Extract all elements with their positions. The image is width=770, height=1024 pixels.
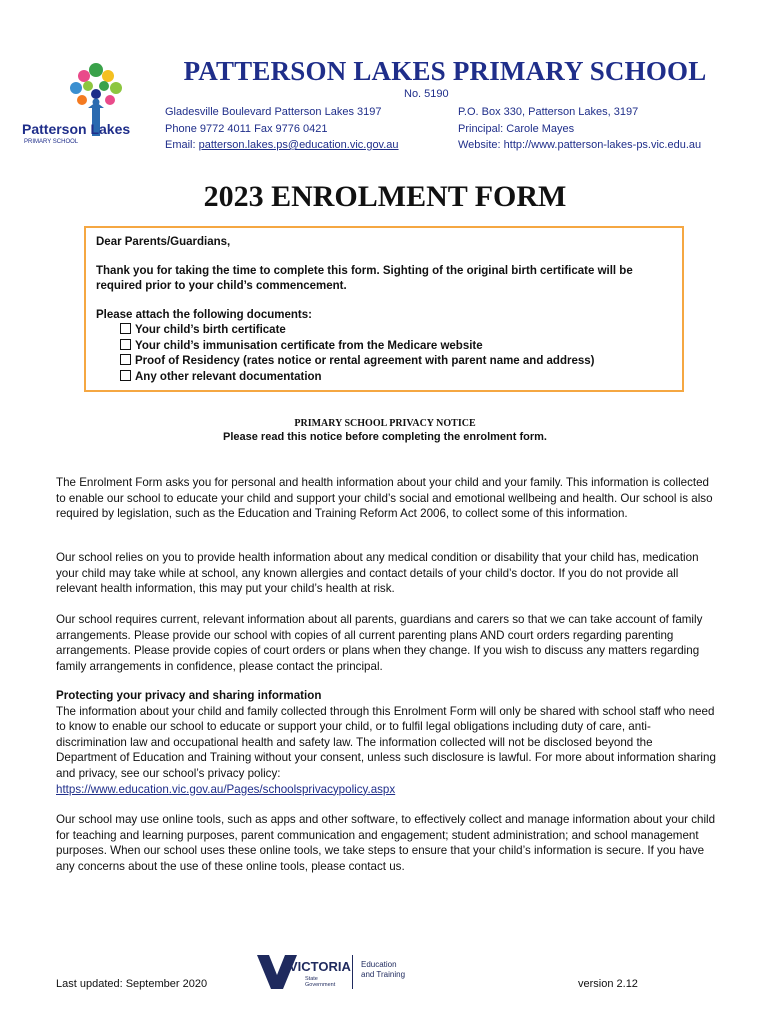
- privacy-paragraph-1: The Enrolment Form asks you for personal and health information about your child and your family. This information is collected to enable our school to educate your child and support your child’s social and emotional wellbeing and health. Our school is also required by legislation, such as the Education and Training Reform Act 2006, to collect some of this information.: [56, 476, 713, 521]
- privacy-policy-link[interactable]: https://www.education.vic.gov.au/Pages/schoolsprivacypolicy.aspx: [56, 782, 396, 796]
- po-box: P.O. Box 330, Patterson Lakes, 3197: [458, 106, 639, 118]
- checklist-item: Any other relevant documentation: [120, 370, 672, 386]
- checkbox-icon[interactable]: [120, 339, 131, 350]
- sharing-heading: Protecting your privacy and sharing information: [56, 689, 322, 702]
- school-name: PATTERSON LAKES PRIMARY SCHOOL: [183, 56, 707, 86]
- checkbox-icon[interactable]: [120, 323, 131, 334]
- dept-line-2: and Training: [361, 970, 406, 979]
- logo-text: Patterson Lakes: [22, 121, 131, 137]
- notice-greeting: Dear Parents/Guardians,: [96, 236, 231, 248]
- privacy-paragraph-3: Our school requires current, relevant information about all parents, guardians and carers so that we can take account of family arrangements. Please provide our school with copies of all current parenting plans AND court orders regarding parenting arrangements. Please provide copies of court orders or plans when they change. If you wish to discuss any matters regarding family arrangements in confidence, please contact the principal.: [56, 613, 703, 673]
- privacy-paragraph-2: Our school relies on you to provide health information about any medical condition or disability that your child has, medication your child may take while at school, any known allergies and contact details of your child’s doctor. If you do not provide all relevant health information, this may put your child’s health at risk.: [56, 551, 699, 596]
- document-checklist: [96, 323, 672, 385]
- email-link[interactable]: patterson.lakes.ps@education.vic.gov.au: [198, 139, 399, 151]
- vic-divider: [352, 955, 353, 989]
- school-number: No. 5190: [404, 88, 449, 100]
- checklist-item: Your child’s birth certificate: [120, 323, 672, 339]
- checkbox-icon[interactable]: [120, 370, 131, 381]
- form-title: 2023 ENROLMENT FORM: [203, 180, 567, 213]
- checklist-item: Proof of Residency (rates notice or rental agreement with parent name and address): [120, 354, 672, 370]
- vic-name: VICTORIA: [289, 959, 351, 974]
- school-email-line: [165, 139, 399, 151]
- last-updated: Last updated: September 2020: [56, 978, 208, 990]
- school-address: Gladesville Boulevard Patterson Lakes 3197: [165, 106, 382, 118]
- version: version 2.12: [578, 978, 638, 990]
- dept-line-1: Education: [361, 960, 397, 969]
- principal: Principal: Carole Mayes: [458, 123, 575, 135]
- privacy-subtitle: Please read this notice before completing the enrolment form.: [223, 431, 547, 443]
- privacy-title: PRIMARY SCHOOL PRIVACY NOTICE: [294, 418, 476, 429]
- vic-sub-1: State: [305, 976, 318, 982]
- privacy-paragraph-4: The information about your child and family collected through this Enrolment Form will only be shared with school staff who need to know to enable our school to educate or support your child, or to fulfil legal obligations including duty of care, anti-discrimination law and occupational health and safety law. The information collected will not be disclosed beyond the Department of Education and Training without your consent, unless such disclosure is lawful. For more about information sharing and privacy, see our school’s privacy policy:: [56, 704, 716, 780]
- privacy-sharing-section: [56, 688, 716, 797]
- school-logo: [20, 58, 160, 148]
- notice-intro: Thank you for taking the time to complete this form. Sighting of the original birth certificate will be required prior to your child’s commencement.: [96, 264, 633, 292]
- privacy-paragraph-5: Our school may use online tools, such as apps and other software, to effectively collect and manage information about your child for teaching and learning purposes, parent communication and engagement; student administration; and school management purposes. When our school uses these online tools, we take steps to ensure that your child’s information is secure. If you have any concerns about the use of these online tools, please contact us.: [56, 813, 716, 873]
- notice-box: [84, 226, 684, 392]
- school-phone: Phone 9772 4011 Fax 9776 0421: [165, 123, 328, 135]
- website: Website: http://www.patterson-lakes-ps.vic.edu.au: [458, 139, 702, 151]
- logo-subtext: PRIMARY SCHOOL: [24, 139, 79, 145]
- attach-heading: Please attach the following documents:: [96, 308, 312, 321]
- victoria-government-logo: [255, 953, 425, 993]
- email-label: Email:: [165, 139, 199, 151]
- vic-sub-2: Government: [305, 982, 336, 988]
- checklist-item: Your child’s immunisation certificate from the Medicare website: [120, 339, 672, 355]
- checkbox-icon[interactable]: [120, 354, 131, 365]
